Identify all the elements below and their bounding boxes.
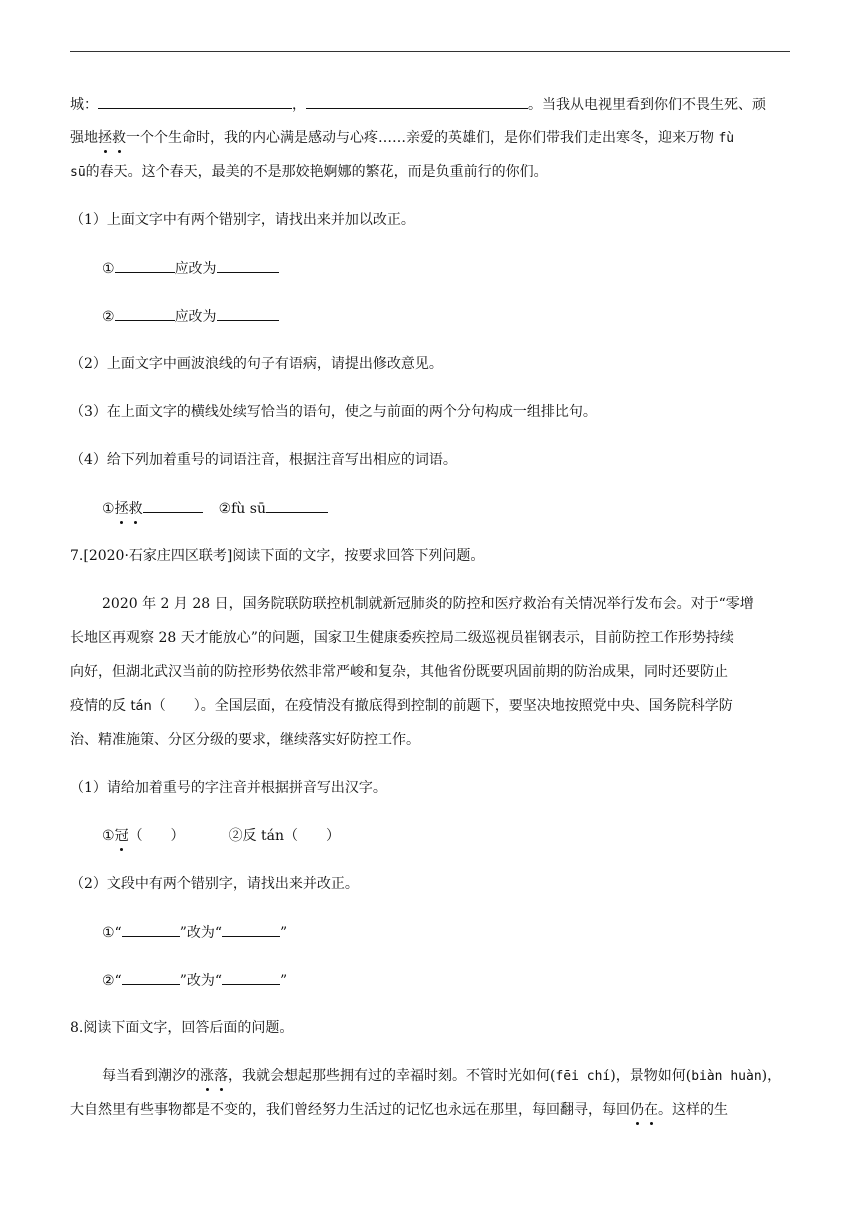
emphasis-char: 仍 <box>630 1102 644 1118</box>
answer-blank[interactable] <box>222 970 280 985</box>
p6-line-2: 强地拯救一个个生命时，我的内心满是感动与心疼……亲爱的英雄们，是你们带我们走出寒冬，迎来万物 fù <box>70 130 735 146</box>
p6-q1-item-1: ① 应改为 <box>102 258 832 279</box>
p6-q1: （1）上面文字中有两个错别字，请找出来并加以改正。 <box>70 212 415 228</box>
pinyin: fù <box>718 131 735 146</box>
p6-q4: （4）给下列加着重号的词语注音，根据注音写出相应的词语。 <box>70 452 457 468</box>
q8-para-line-1: 每当看到潮汐的涨落，我就会想起那些拥有过的幸福时刻。不管时光如何(fēi chí)，景物如何(biàn huàn)， <box>102 1068 782 1084</box>
q7-para-line-3: 向好，但湖北武汉当前的防控形势依然非常严峻和复杂，其他省份既要巩固前期的防治成果，同时还要防止 <box>70 664 728 680</box>
emphasis-char: 涨 <box>200 1068 214 1084</box>
q7-para-line-5: 治、精准施策、分区分级的要求，继续落实好防控工作。 <box>70 732 420 748</box>
p6-q4-items: ①拯救 ②fù sū <box>102 498 832 519</box>
q7-q2-item-1: ①“ ”改为“ ” <box>102 922 832 943</box>
emphasis-char: 救 <box>128 501 143 517</box>
p6-q1-item-2: ② 应改为 <box>102 306 832 327</box>
q7-q2-item-2: ②“ ”改为“ ” <box>102 970 832 991</box>
p6-q3: （3）在上面文字的横线处续写恰当的语句，使之与前面的两个分句构成一组排比句。 <box>70 404 597 420</box>
answer-blank[interactable] <box>122 922 180 937</box>
answer-blank[interactable] <box>98 94 292 109</box>
header-rule <box>70 51 790 52</box>
q8-para-line-2: 大自然里有些事物都是不变的，我们曾经努力生活过的记忆也永远在那里，每回翻寻，每回仍在。这样的生 <box>70 1102 728 1118</box>
answer-blank[interactable] <box>306 94 528 109</box>
answer-blank[interactable] <box>266 498 328 513</box>
q7-q2: （2）文段中有两个错别字，请找出来并改正。 <box>70 876 359 892</box>
answer-blank[interactable] <box>115 258 175 273</box>
p6-line-1: 城： ， 。当我从电视里看到你们不畏生死、顽 <box>70 94 800 115</box>
pinyin: fēi chí <box>555 1069 611 1084</box>
q7-q1: （1）请给加着重号的字注音并根据拼音写出汉字。 <box>70 780 387 796</box>
p6-q2: （2）上面文字中画波浪线的句子有语病，请提出修改意见。 <box>70 356 443 372</box>
q7-title: 7.[2020·石家庄四区联考]阅读下面的文字，按要求回答下列问题。 <box>70 548 485 564</box>
answer-blank[interactable] <box>217 306 279 321</box>
q7-para-line-1: 2020 年 2 月 28 日，国务院联防联控机制就新冠肺炎的防控和医疗救治有关情况举行发布会。对于“零增 <box>102 596 754 612</box>
emphasis-char: 冠 <box>114 828 129 844</box>
emphasis-char: 救 <box>112 130 126 146</box>
pinyin: sū <box>70 165 86 180</box>
q7-q1-items: ①冠（ ） ②反 tán（ ） <box>102 828 341 844</box>
answer-blank[interactable] <box>217 258 279 273</box>
answer-blank[interactable] <box>222 922 280 937</box>
pinyin: tán <box>130 699 152 714</box>
emphasis-char: 拯 <box>114 501 129 517</box>
answer-blank[interactable] <box>122 970 180 985</box>
answer-blank[interactable] <box>143 498 203 513</box>
emphasis-char: 拯 <box>98 130 112 146</box>
answer-blank[interactable] <box>115 306 175 321</box>
pinyin: biàn huàn <box>691 1069 762 1084</box>
emphasis-char: 落 <box>214 1068 228 1084</box>
emphasis-char: 在 <box>644 1102 658 1118</box>
q8-title: 8.阅读下面文字，回答后面的问题。 <box>70 1020 294 1036</box>
p6-line-3: sū的春天。这个春天，最美的不是那姣艳婀娜的繁花，而是负重前行的你们。 <box>70 164 548 180</box>
q7-para-line-4: 疫情的反 tán（ ）。全国层面，在疫情没有撤底得到控制的前题下，要坚决地按照党中央、国务院科学防 <box>70 698 733 714</box>
q7-para-line-2: 长地区再观察 28 天才能放心”的问题，国家卫生健康委疾控局二级巡视员崔钢表示，目前防控工作形势持续 <box>70 630 734 646</box>
